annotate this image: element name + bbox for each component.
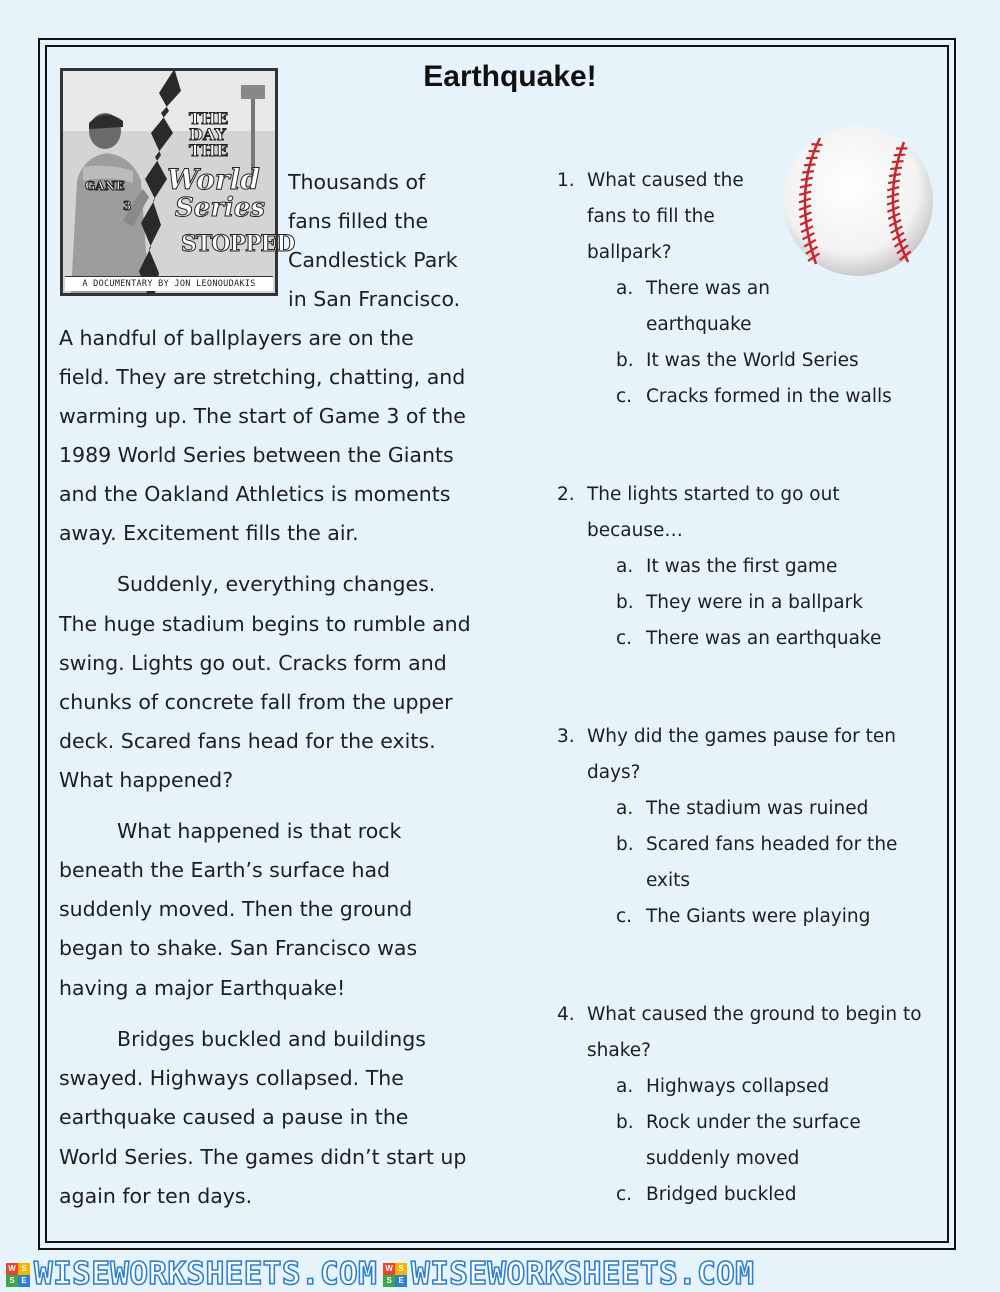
poster-caption: A DOCUMENTARY BY JON LEONOUDAKIS <box>65 276 273 291</box>
answer-option-text: Scared fans headed for the <box>646 834 897 855</box>
passage-line: in San Francisco. <box>288 287 460 311</box>
passage-line: fans filled the <box>288 209 428 233</box>
answer-option-letter: b. <box>616 834 634 855</box>
passage-line: warming up. The start of Game 3 of the <box>59 404 466 428</box>
passage-line: swayed. Highways collapsed. The <box>59 1066 404 1090</box>
answer-option-text: There was an <box>646 278 770 299</box>
question-text: Why did the games pause for ten <box>587 726 896 747</box>
passage-line: having a major Earthquake! <box>59 976 345 1000</box>
poster-title-the: THE <box>189 111 228 126</box>
question-text: fans to fill the <box>587 206 715 227</box>
answer-option-letter: c. <box>616 1184 632 1205</box>
passage-line: beneath the Earth’s surface had <box>59 858 390 882</box>
footer-site-name-2: WISEWORKSHEETS.COM <box>411 1258 754 1291</box>
answer-option-text: They were in a ballpark <box>646 592 863 613</box>
passage-line: Bridges buckled and buildings <box>117 1027 426 1051</box>
passage-line: and the Oakland Athletics is moments <box>59 482 451 506</box>
passage-line: began to shake. San Francisco was <box>59 936 417 960</box>
wiseworksheets-logo-icon-2: W S S E <box>383 1263 407 1287</box>
footer-watermark <box>0 1258 1000 1291</box>
question-text: because… <box>587 520 683 541</box>
question-number: 1. <box>557 170 575 191</box>
passage-line: earthquake caused a pause in the <box>59 1105 408 1129</box>
answer-option-text: It was the first game <box>646 556 837 577</box>
passage-line: What happened? <box>59 768 233 792</box>
passage-line: chunks of concrete fall from the upper <box>59 690 453 714</box>
answer-option-letter: b. <box>616 1112 634 1133</box>
passage-line: swing. Lights go out. Cracks form and <box>59 651 447 675</box>
passage-line: World Series. The games didn’t start up <box>59 1145 466 1169</box>
answer-option-text: It was the World Series <box>646 350 859 371</box>
passage-line: field. They are stretching, chatting, and <box>59 365 465 389</box>
question-number: 2. <box>557 484 575 505</box>
answer-option-text: Cracks formed in the walls <box>646 386 892 407</box>
wiseworksheets-logo-icon: W S S E <box>6 1263 30 1287</box>
question-text: The lights started to go out <box>587 484 840 505</box>
question-number: 3. <box>557 726 575 747</box>
passage-line: Thousands of <box>288 170 425 194</box>
answer-option-letter: a. <box>616 556 633 577</box>
footer-site-name: WISEWORKSHEETS.COM <box>34 1258 377 1291</box>
passage-line: 1989 World Series between the Giants <box>59 443 454 467</box>
passage-line: again for ten days. <box>59 1184 252 1208</box>
poster-title-world: World <box>167 167 260 193</box>
answer-option-letter: b. <box>616 592 634 613</box>
poster-title-the-2: THE <box>189 143 228 158</box>
baseball-stitch <box>892 161 904 162</box>
poster-title-day: DAY <box>189 127 226 142</box>
answer-option-letter: a. <box>616 1076 633 1097</box>
passage-line: What happened is that rock <box>117 819 401 843</box>
baseball-stitch <box>890 168 902 170</box>
poster-jersey-number: 3 <box>123 199 131 213</box>
footer-logo-2 <box>383 1258 754 1291</box>
passage-line: Candlestick Park <box>288 248 458 272</box>
poster-jersey-text: GANE <box>85 179 125 193</box>
answer-option-letter: a. <box>616 798 633 819</box>
poster-title-stopped: STOPPED <box>181 233 294 255</box>
question-text: shake? <box>587 1040 651 1061</box>
baseball-stitch <box>894 155 906 156</box>
answer-option-letter: c. <box>616 906 632 927</box>
answer-option-letter: b. <box>616 350 634 371</box>
passage-line: Suddenly, everything changes. <box>117 572 435 596</box>
answer-option-text: suddenly moved <box>646 1148 799 1169</box>
baseball-stitch <box>811 144 822 145</box>
answer-option-text: The stadium was ruined <box>646 798 868 819</box>
documentary-poster-image <box>60 68 278 296</box>
question-text: What caused the ground to begin to <box>587 1004 922 1025</box>
answer-option-text: There was an earthquake <box>646 628 881 649</box>
question-text: ballpark? <box>587 242 672 263</box>
answer-option-letter: a. <box>616 278 633 299</box>
poster-title-series: Series <box>175 195 265 221</box>
question-text: days? <box>587 762 641 783</box>
passage-line: suddenly moved. Then the ground <box>59 897 412 921</box>
answer-option-text: Bridged buckled <box>646 1184 797 1205</box>
baseball-image <box>780 124 936 278</box>
passage-line: away. Excitement fills the air. <box>59 521 359 545</box>
passage-line: A handful of ballplayers are on the <box>59 326 414 350</box>
answer-option-text: exits <box>646 870 690 891</box>
answer-option-letter: c. <box>616 386 632 407</box>
answer-option-text: The Giants were playing <box>646 906 870 927</box>
worksheet-title: Earthquake! <box>330 60 690 94</box>
question-number: 4. <box>557 1004 575 1025</box>
passage-line: deck. Scared fans head for the exits. <box>59 729 436 753</box>
answer-option-text: earthquake <box>646 314 752 335</box>
question-text: What caused the <box>587 170 744 191</box>
answer-option-text: Rock under the surface <box>646 1112 861 1133</box>
passage-line: The huge stadium begins to rumble and <box>59 612 471 636</box>
answer-option-letter: c. <box>616 628 632 649</box>
baseball-stitch <box>804 164 816 165</box>
answer-option-text: Highways collapsed <box>646 1076 829 1097</box>
footer-logo-1 <box>6 1258 377 1291</box>
baseball-stitch <box>802 171 814 173</box>
